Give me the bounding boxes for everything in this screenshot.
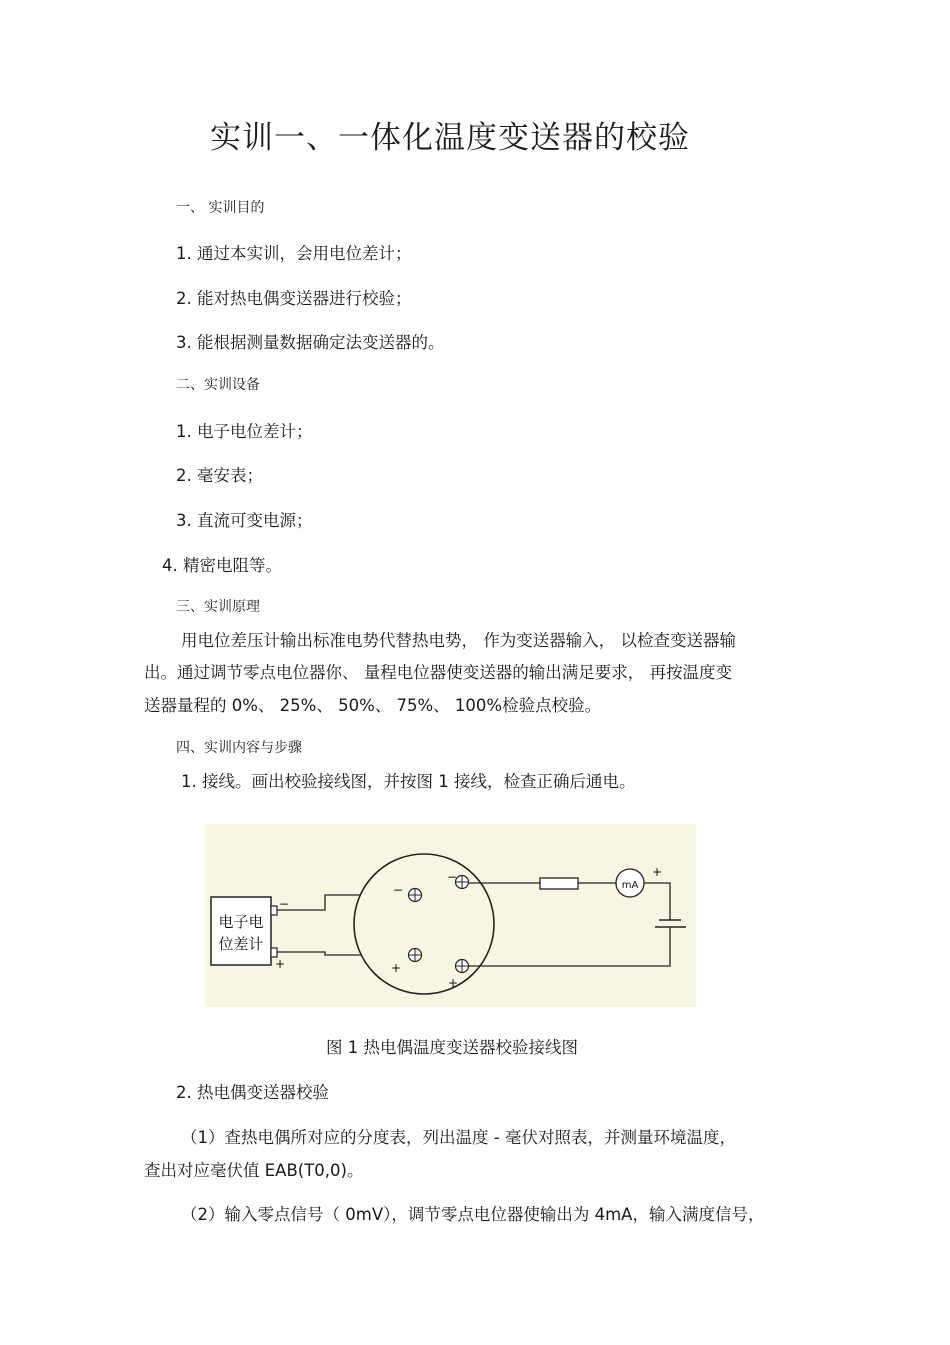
page-title: 实训一、一体化温度变送器的校验 [210, 120, 690, 156]
potentiometer-label-line1: 电子电 [218, 913, 264, 931]
wiring-diagram [205, 824, 696, 1007]
principle-line: 送器量程的 0%、 25%、 50%、 75%、 100%检验点校验。 [144, 696, 602, 715]
section-heading-principle: 三、实训原理 [176, 599, 260, 615]
terminal-plus [271, 948, 277, 957]
objective-item: 2. 能对热电偶变送器进行校验； [176, 289, 412, 308]
milliammeter-label: mA [621, 880, 639, 891]
principle-line: 出。通过调节零点电位器你、 量程电位器使变送器的输出满足要求， 再按温度变 [144, 663, 732, 682]
step-item: 1. 接线。画出校验接线图，并按图 1 接线，检查正确后通电。 [181, 772, 636, 791]
plus-sign: + [275, 957, 286, 971]
equipment-item: 4. 精密电阻等。 [162, 556, 282, 575]
step2-line: 查出对应毫伏值 EAB(T0,0)。 [144, 1161, 364, 1180]
equipment-item: 2. 毫安表； [176, 466, 263, 485]
objective-item: 1. 通过本实训，会用电位差计； [176, 244, 412, 263]
plus-sign: + [391, 961, 402, 975]
precision-resistor [540, 878, 578, 889]
transmitter-head [354, 854, 494, 994]
minus-sign: − [393, 883, 404, 897]
section-heading-steps: 四、实训内容与步骤 [176, 740, 302, 756]
figure-caption: 图 1 热电偶温度变送器校验接线图 [326, 1038, 578, 1057]
plus-sign: + [652, 865, 663, 879]
section-heading-equipment: 二、实训设备 [176, 377, 260, 393]
objective-item: 3. 能根据测量数据确定法变送器的。 [176, 333, 445, 352]
step2-line: （2）输入零点信号（ 0mV），调节零点电位器使输出为 4mA，输入满度信号， [181, 1205, 765, 1224]
principle-line: 用电位差压计输出标准电势代替热电势， 作为变送器输入， 以检查变送器输 [181, 631, 736, 650]
equipment-item: 1. 电子电位差计； [176, 422, 313, 441]
terminal-minus [271, 906, 277, 915]
plus-sign: + [448, 976, 459, 990]
section-heading-objectives: 一、 实训目的 [176, 200, 265, 216]
equipment-item: 3. 直流可变电源； [176, 511, 313, 530]
minus-sign: − [447, 870, 458, 884]
minus-sign: − [279, 897, 290, 911]
potentiometer-label-line2: 位差计 [218, 935, 264, 953]
potentiometer-box [211, 897, 271, 965]
step2-line: （1）查热电偶所对应的分度表，列出温度 - 毫伏对照表，并测量环境温度， [181, 1128, 736, 1147]
step-item: 2. 热电偶变送器校验 [176, 1083, 329, 1102]
